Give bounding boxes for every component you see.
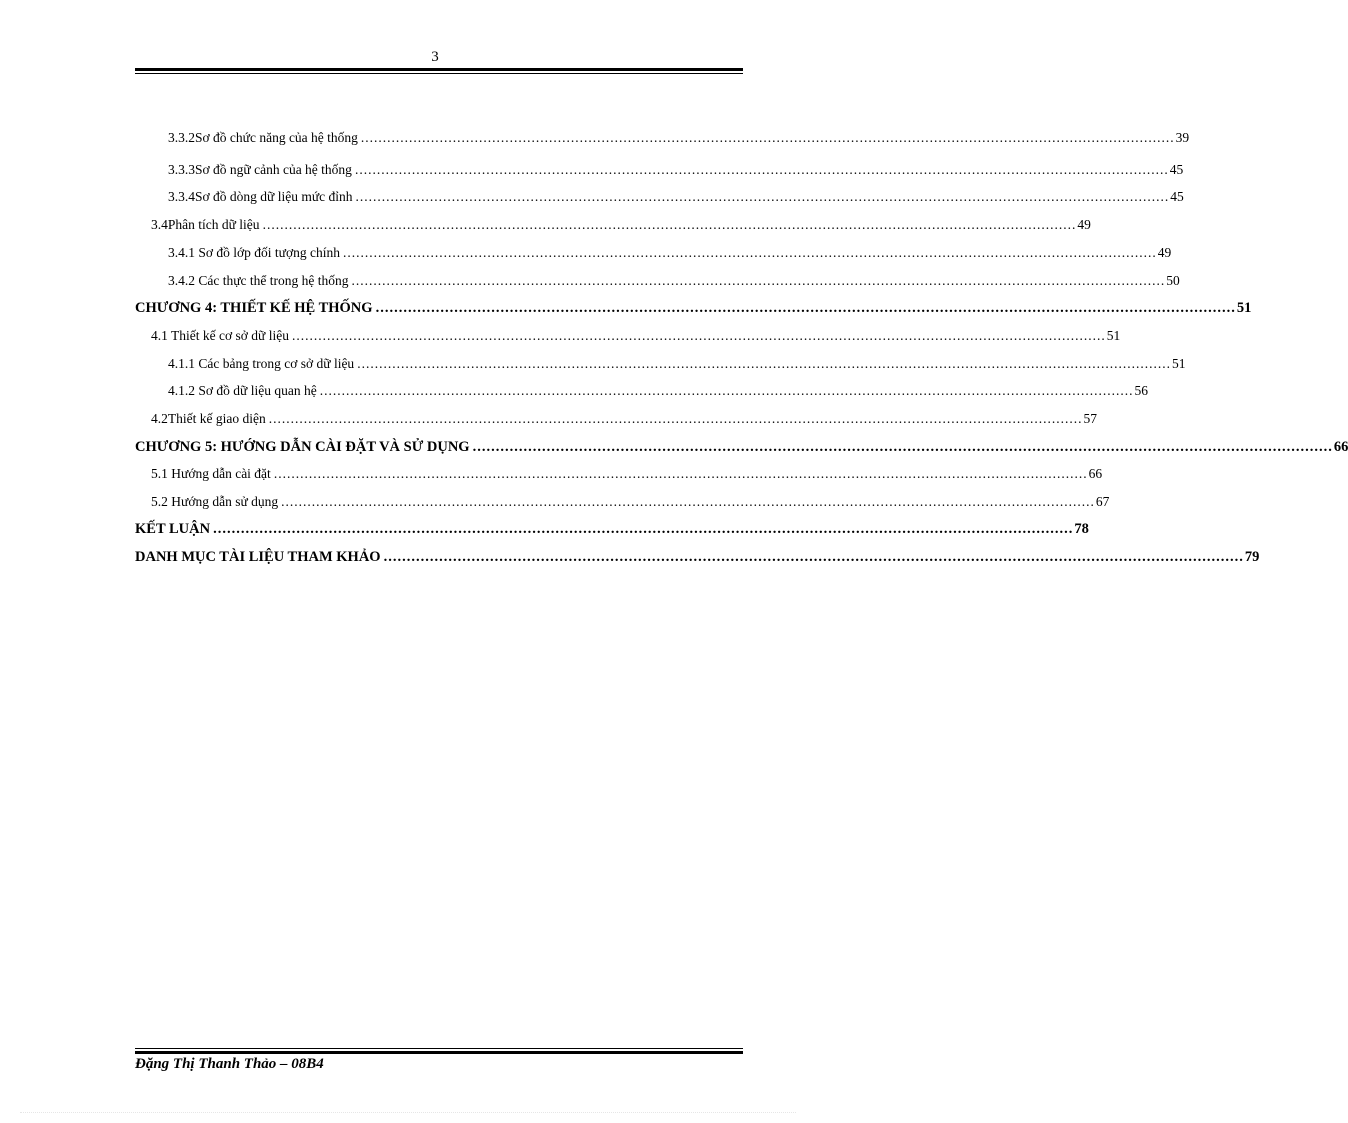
toc-entry-4-1-1[interactable] <box>168 354 1186 374</box>
toc-entry-leader: .......................................................................................................................................................................................... <box>351 273 1166 288</box>
toc-entry-title: CHƯƠNG 4: THIẾT KẾ HỆ THỐNG <box>135 300 373 316</box>
toc-entry-title: 3.4.2 Các thực thể trong hệ thống <box>168 273 349 288</box>
toc-entry-title: KẾT LUẬN <box>135 521 211 537</box>
toc-entry-number: 4.2 <box>151 411 168 426</box>
toc-entry-leader: .......................................................................................................................................................................................... <box>343 245 1157 260</box>
toc-entry-page: 51 <box>1171 356 1186 371</box>
footer-rule <box>135 1048 743 1054</box>
toc-entry-number: 3.3.4 <box>168 189 195 204</box>
toc-entry-3-4[interactable] <box>151 215 1091 235</box>
toc-entry-page: 67 <box>1095 494 1110 509</box>
toc-entry-page: 56 <box>1134 383 1148 398</box>
toc-entry-leader: .......................................................................................................................................................................................... <box>273 466 1088 481</box>
toc-entry-leader: .......................................................................................................................................................................................... <box>291 328 1106 343</box>
toc-entry-references[interactable] <box>135 547 1260 567</box>
toc-entry-leader: .......................................................................................................................................................................................... <box>357 356 1171 371</box>
toc-entry-5-2[interactable] <box>151 492 1110 512</box>
toc-entry-page: 66 <box>1088 466 1103 481</box>
toc-entry-page: 51 <box>1236 300 1252 316</box>
toc-entry-leader: .......................................................................................................................................................................................... <box>360 130 1175 145</box>
toc-entry-page: 45 <box>1170 189 1184 204</box>
toc-entry-5-1[interactable] <box>151 464 1103 484</box>
toc-entry-page: 57 <box>1083 411 1097 426</box>
toc-entry-leader: .......................................................................................................................................................................................... <box>319 383 1134 398</box>
toc-entry-conclusion[interactable] <box>135 519 1089 539</box>
toc-entry-chapter-5[interactable] <box>135 437 1348 457</box>
toc-entry-number: 3.4 <box>151 217 168 232</box>
toc-entry-page: 79 <box>1244 549 1260 565</box>
toc-entry-leader: .......................................................................................................................................................................................... <box>268 411 1083 426</box>
toc-entry-3-3-2[interactable] <box>168 128 1190 148</box>
toc-entry-leader: .......................................................................................................................................................................................... <box>383 549 1244 565</box>
toc-entry-3-4-2[interactable] <box>168 271 1180 291</box>
toc-entry-title: 5.2 Hướng dẫn sử dụng <box>151 494 279 509</box>
toc-entry-4-2[interactable] <box>151 409 1097 429</box>
toc-entry-leader: .......................................................................................................................................................................................... <box>355 189 1170 204</box>
toc-entry-title: DANH MỤC TÀI LIỆU THAM KHẢO <box>135 549 381 565</box>
toc-entry-leader: .......................................................................................................................................................................................... <box>281 494 1095 509</box>
toc-entry-page: 78 <box>1074 521 1089 537</box>
toc-entry-title: Sơ đồ dòng dữ liệu mức đỉnh <box>195 189 353 204</box>
toc-entry-title: 3.4.1 Sơ đồ lớp đối tượng chính <box>168 245 340 260</box>
toc-entry-title: 4.1.2 Sơ đồ dữ liệu quan hệ <box>168 383 317 398</box>
footer-author: Đặng Thị Thanh Thảo – 08B4 <box>135 1056 324 1072</box>
toc-entry-title: Phân tích dữ liệu <box>167 217 260 232</box>
toc-entry-3-3-4[interactable] <box>168 187 1184 207</box>
toc-entry-4-1-2[interactable] <box>168 381 1148 401</box>
toc-entry-title: Thiết kế giao diện <box>167 411 266 426</box>
toc-entry-title: Sơ đồ ngữ cảnh của hệ thống <box>195 162 352 177</box>
page-number: 3 <box>431 49 439 65</box>
toc-entry-3-4-1[interactable] <box>168 243 1172 263</box>
toc-entry-page: 49 <box>1077 217 1091 232</box>
toc-entry-number: 3.3.2 <box>168 130 195 145</box>
toc-entry-page: 39 <box>1175 130 1190 145</box>
header-rule <box>135 68 743 74</box>
toc-entry-title: CHƯƠNG 5: HƯỚNG DẪN CÀI ĐẶT VÀ SỬ DỤNG <box>135 439 470 455</box>
toc-entry-leader: .......................................................................................................................................................................................... <box>472 439 1333 455</box>
toc-entry-page: 66 <box>1333 439 1348 455</box>
toc-entry-title: 4.1 Thiết kế cơ sở dữ liệu <box>151 328 289 343</box>
toc-entry-title: Sơ đồ chức năng của hệ thống <box>195 130 358 145</box>
toc-entry-chapter-4[interactable] <box>135 298 1252 318</box>
toc-entry-3-3-3[interactable] <box>168 160 1184 180</box>
toc-entry-leader: .......................................................................................................................................................................................... <box>375 300 1236 316</box>
toc-entry-title: 5.1 Hướng dẫn cài đặt <box>151 466 271 481</box>
toc-entry-page: 51 <box>1106 328 1121 343</box>
toc-entry-leader: .......................................................................................................................................................................................... <box>213 521 1074 537</box>
page-edge <box>20 1112 796 1113</box>
toc-entry-number: 3.3.3 <box>168 162 195 177</box>
toc-entry-title: 4.1.1 Các bảng trong cơ sở dữ liệu <box>168 356 355 371</box>
toc-entry-page: 49 <box>1157 245 1172 260</box>
toc-entry-4-1[interactable] <box>151 326 1121 346</box>
toc-entry-leader: .......................................................................................................................................................................................... <box>354 162 1169 177</box>
toc-entry-page: 50 <box>1166 273 1180 288</box>
toc-entry-page: 45 <box>1169 162 1184 177</box>
toc-entry-leader: .......................................................................................................................................................................................... <box>262 217 1077 232</box>
